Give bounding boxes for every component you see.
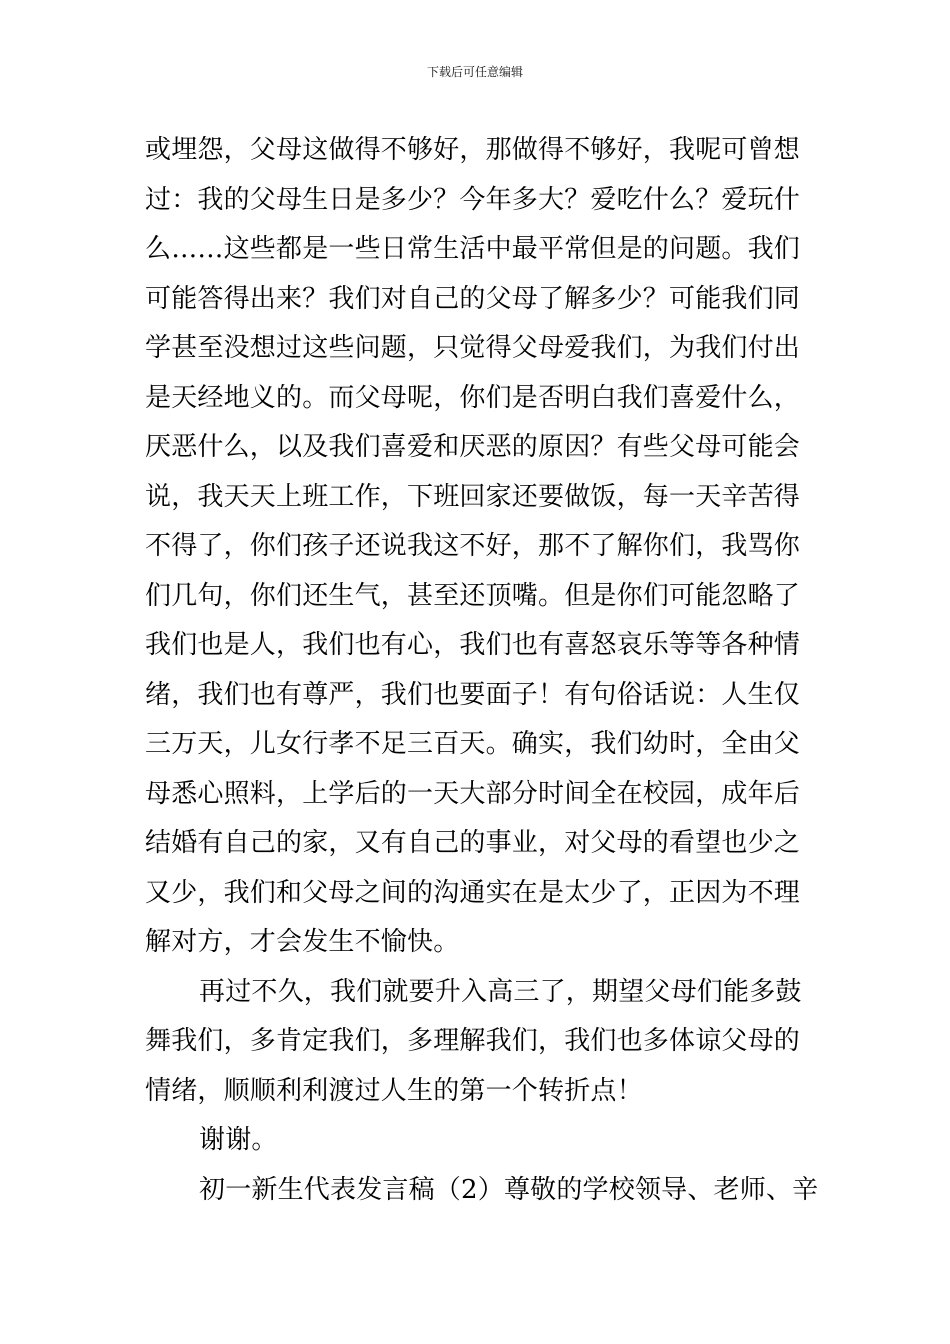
page-header: 下载后可任意编辑 (426, 65, 523, 79)
text-line: 绪，我们也有尊严，我们也要面子！有句俗话说：人生仅 (145, 679, 801, 710)
text-line: 学甚至没想过这些问题，只觉得父母爱我们，为我们付出 (145, 333, 801, 363)
text-line: 过：我的父母生日是多少？今年多大？爱吃什么？爱玩什 (145, 184, 801, 215)
paragraph-start-line: 再过不久，我们就要升入高三了，期望父母们能多鼓 (199, 976, 802, 1007)
text-line: 三万天，儿女行孝不足三百天。确实，我们幼时，全由父 (145, 729, 801, 759)
text-line: 说，我天天上班工作，下班回家还要做饭，每一天辛苦得 (145, 481, 801, 512)
thanks-line: 谢谢。 (199, 1125, 278, 1155)
text-line: 们几句，你们还生气，甚至还顶嘴。但是你们可能忽略了 (145, 580, 801, 611)
text-line: 可能答得出来？我们对自己的父母了解多少？可能我们同 (145, 283, 801, 314)
next-section-line: 初一新生代表发言稿（2）尊敬的学校领导、老师、辛 (199, 1174, 819, 1205)
text-line: 我们也是人，我们也有心，我们也有喜怒哀乐等等各种情 (145, 630, 801, 660)
text-line: 母悉心照料，上学后的一天大部分时间全在校园，成年后 (145, 778, 801, 809)
text-line: 情绪，顺顺利利渡过人生的第一个转折点！ (145, 1075, 643, 1106)
text-line: 么……这些都是一些日常生活中最平常但是的问题。我们 (145, 234, 801, 264)
text-line: 舞我们，多肯定我们，多理解我们，我们也多体谅父母的 (145, 1026, 801, 1056)
text-line: 结婚有自己的家，又有自己的事业，对父母的看望也少之 (145, 828, 801, 858)
text-line: 又少，我们和父母之间的沟通实在是太少了，正因为不理 (145, 877, 801, 908)
text-line: 或埋怨，父母这做得不够好，那做得不够好，我呢可曾想 (145, 135, 801, 165)
text-line: 解对方，才会发生不愉快。 (145, 927, 460, 957)
text-line: 是天经地义的。而父母呢，你们是否明白我们喜爱什么， (145, 382, 801, 413)
text-line: 厌恶什么，以及我们喜爱和厌恶的原因？有些父母可能会 (145, 432, 801, 462)
text-line: 不得了，你们孩子还说我这不好，那不了解你们，我骂你 (145, 531, 801, 561)
document-body (145, 126, 825, 1215)
